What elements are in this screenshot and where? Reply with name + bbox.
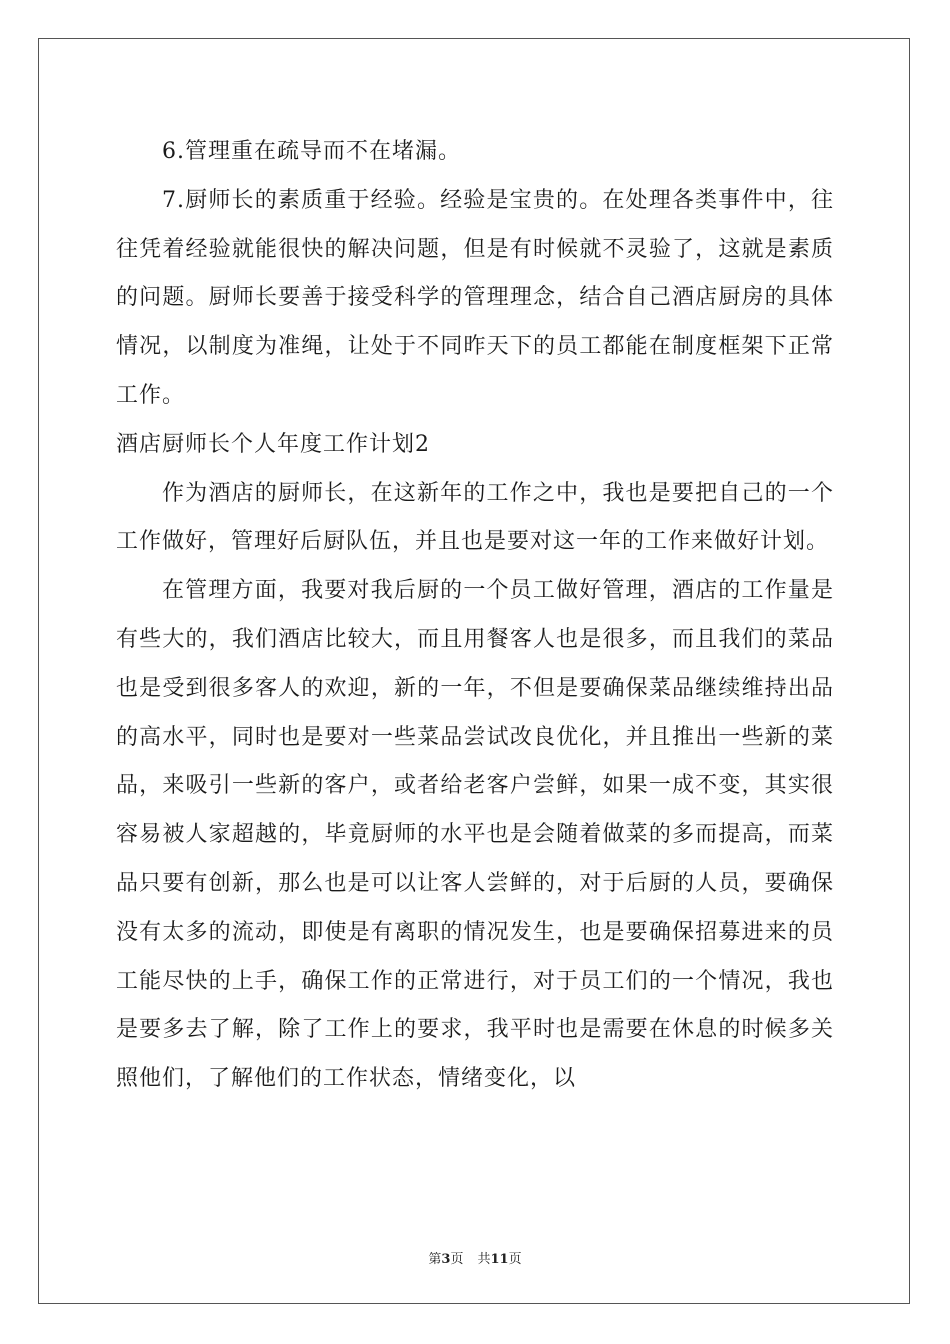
page-footer [0, 1248, 950, 1267]
section-heading: 酒店厨师长个人年度工作计划2 [116, 431, 430, 457]
page-suffix: 页 [450, 1252, 464, 1267]
total-suffix: 页 [508, 1252, 522, 1267]
total-prefix: 共 [477, 1252, 491, 1267]
total-pages: 11 [490, 1252, 509, 1267]
page-number: 3 [441, 1252, 451, 1267]
paragraph-item-6: 6.管理重在疏导而不在堵漏。 [162, 139, 461, 164]
paragraph-intro: 作为酒店的厨师长，在这新年的工作之中，我也是要把自己的一个工作做好，管理好后厨队伍，并且也是要对这一年的工作来做好计划。 [116, 480, 834, 555]
paragraph-management: 在管理方面，我要对我后厨的一个员工做好管理，酒店的工作量是有些大的，我们酒店比较大，而且用餐客人也是很多，而且我们的菜品也是受到很多客人的欢迎，新的一年，不但是要确保菜品继续维持出品的高水平，同时也是要对一些菜品尝试改良优化，并且推出一些新的菜品，来吸引一些新的客户，或者给老客户尝鲜，如果一成不变，其实很容易被人家超越的，毕竟厨师的水平也是会随着做菜的多而提高，而菜品只要有创新，那么也是可以让客人尝鲜的，对于后厨的人员，要确保没有太多的流动，即使是有离职的情况发生，也是要确保招募进来的员工能尽快的上手，确保工作的正常进行，对于员工们的一个情况，我也是要多去了解，除了工作上的要求，我平时也是需要在休息的时候多关照他们，了解他们的工作状态，情绪变化，以 [116, 578, 834, 1092]
paragraph-item-7: 7.厨师长的素质重于经验。经验是宝贵的。在处理各类事件中，往往凭着经验就能很快的解决问题，但是有时候就不灵验了，这就是素质的问题。厨师长要善于接受科学的管理理念，结合自己酒店厨房的具体情况，以制度为准绳，让处于不同昨天下的员工都能在制度框架下正常工作。 [116, 187, 834, 408]
page-prefix: 第 [428, 1252, 442, 1267]
document-body [116, 128, 834, 1104]
